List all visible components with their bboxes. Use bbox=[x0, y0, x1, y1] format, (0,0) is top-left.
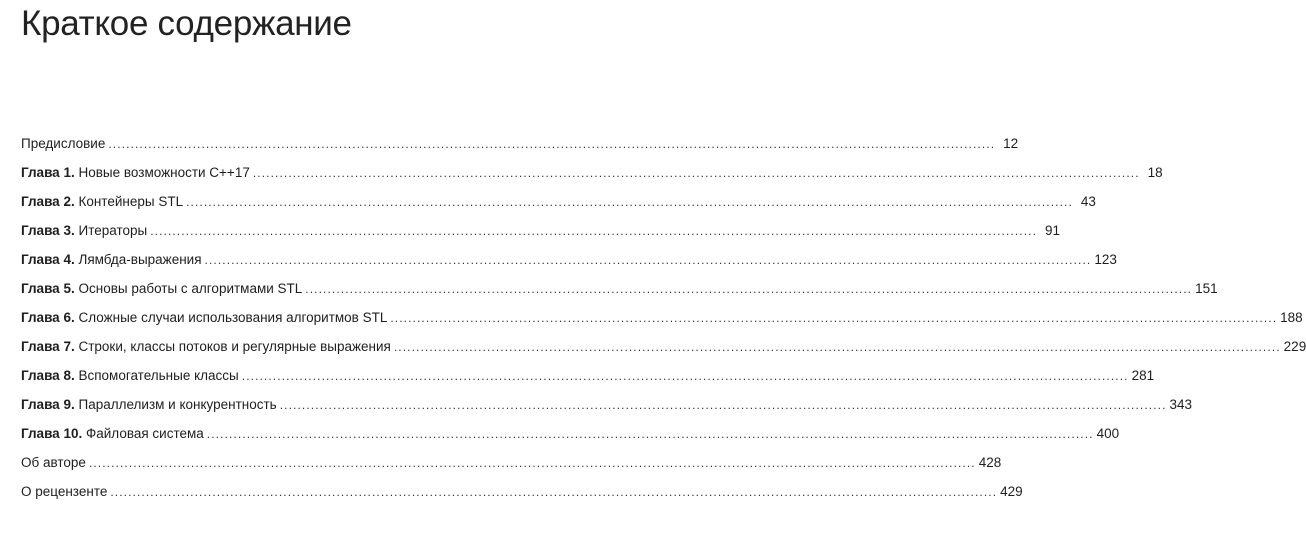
toc-page-number: 429 bbox=[1000, 484, 1023, 499]
toc-entry-label bbox=[21, 245, 202, 274]
chapter-number: Глава 2. bbox=[21, 194, 75, 209]
toc-entry[interactable] bbox=[21, 419, 1120, 448]
toc-entry-label bbox=[21, 448, 86, 477]
toc-entry[interactable] bbox=[21, 332, 1306, 361]
toc-entry-label bbox=[21, 216, 147, 245]
toc-leader-dots: ........................................................................................................................................................................................................ bbox=[150, 224, 1037, 238]
chapter-number: Глава 8. bbox=[21, 368, 75, 383]
toc-entry[interactable] bbox=[21, 245, 1117, 274]
toc-entry-label bbox=[21, 390, 277, 419]
toc-entry-title: Файловая система bbox=[85, 426, 204, 441]
toc-entry[interactable] bbox=[21, 129, 1019, 158]
toc-entry-title: Строки, классы потоков и регулярные выражения bbox=[78, 339, 391, 354]
toc-entry-label bbox=[21, 158, 250, 187]
chapter-number: Глава 3. bbox=[21, 223, 75, 238]
page-title: Краткое содержание bbox=[21, 4, 352, 43]
toc-entry-label bbox=[21, 361, 239, 390]
toc-page-number: 188 bbox=[1280, 310, 1303, 325]
chapter-number: Глава 10. bbox=[21, 426, 83, 441]
toc-leader-dots: ........................................................................................................................................................................................................ bbox=[390, 311, 1278, 325]
table-of-contents bbox=[21, 129, 1306, 506]
toc-page-number: 151 bbox=[1195, 281, 1218, 296]
toc-entry[interactable] bbox=[21, 303, 1303, 332]
toc-entry[interactable] bbox=[21, 477, 1023, 506]
toc-entry-title: Вспомогательные классы bbox=[78, 368, 239, 383]
toc-entry-title: Основы работы с алгоритмами STL bbox=[78, 281, 303, 296]
toc-entry[interactable] bbox=[21, 158, 1163, 187]
toc-leader-dots: ........................................................................................................................................................................................................ bbox=[110, 485, 998, 499]
toc-page-number: 281 bbox=[1131, 368, 1155, 383]
chapter-number: Глава 5. bbox=[21, 281, 75, 296]
toc-leader-dots: ........................................................................................................................................................................................................ bbox=[204, 253, 1092, 267]
toc-entry[interactable] bbox=[21, 216, 1060, 245]
toc-entry-title: Предисловие bbox=[21, 136, 106, 151]
toc-entry-title: Новые возможности C++17 bbox=[78, 165, 250, 180]
toc-entry-label bbox=[21, 129, 105, 158]
toc-leader-dots: ........................................................................................................................................................................................................ bbox=[88, 456, 976, 470]
toc-page-number: 12 bbox=[1003, 136, 1019, 151]
chapter-number: Глава 9. bbox=[21, 397, 75, 412]
toc-entry-label bbox=[21, 274, 302, 303]
toc-entry[interactable] bbox=[21, 390, 1193, 419]
toc-entry-title: Лямбда-выражения bbox=[78, 252, 202, 267]
toc-page-number: 343 bbox=[1169, 397, 1193, 412]
toc-leader-dots: ........................................................................................................................................................................................................ bbox=[241, 369, 1129, 383]
chapter-number: Глава 1. bbox=[21, 165, 75, 180]
toc-entry-label bbox=[21, 303, 387, 332]
toc-entry-title: О рецензенте bbox=[21, 484, 108, 499]
chapter-number: Глава 7. bbox=[21, 339, 75, 354]
toc-entry-title: Контейнеры STL bbox=[78, 194, 184, 209]
toc-page-number: 428 bbox=[978, 455, 1002, 470]
toc-page-number: 43 bbox=[1080, 194, 1096, 209]
toc-page-number: 229 bbox=[1283, 339, 1306, 354]
toc-entry-title: Об авторе bbox=[21, 455, 86, 470]
toc-entry-label bbox=[21, 419, 204, 448]
toc-entry-label bbox=[21, 187, 183, 216]
toc-leader-dots: ........................................................................................................................................................................................................ bbox=[393, 340, 1281, 354]
toc-entry-title: Параллелизм и конкурентность bbox=[78, 397, 277, 412]
toc-entry-title: Сложные случаи использования алгоритмов STL bbox=[78, 310, 388, 325]
toc-leader-dots: ........................................................................................................................................................................................................ bbox=[305, 282, 1193, 296]
toc-entry[interactable] bbox=[21, 448, 1002, 477]
toc-page-number: 18 bbox=[1147, 165, 1163, 180]
toc-leader-dots: ........................................................................................................................................................................................................ bbox=[206, 427, 1094, 441]
toc-page-number: 123 bbox=[1094, 252, 1117, 267]
toc-entry[interactable] bbox=[21, 274, 1218, 303]
toc-entry-label bbox=[21, 332, 391, 361]
toc-leader-dots: ........................................................................................................................................................................................................ bbox=[108, 137, 996, 151]
toc-page-number: 91 bbox=[1044, 223, 1060, 238]
chapter-number: Глава 6. bbox=[21, 310, 75, 325]
toc-entry-label bbox=[21, 477, 107, 506]
chapter-number: Глава 4. bbox=[21, 252, 75, 267]
toc-leader-dots: ........................................................................................................................................................................................................ bbox=[279, 398, 1167, 412]
toc-entry[interactable] bbox=[21, 187, 1096, 216]
toc-leader-dots: ........................................................................................................................................................................................................ bbox=[186, 195, 1073, 209]
toc-entry-title: Итераторы bbox=[78, 223, 148, 238]
toc-page-number: 400 bbox=[1096, 426, 1120, 441]
toc-leader-dots: ........................................................................................................................................................................................................ bbox=[252, 166, 1140, 180]
toc-entry[interactable] bbox=[21, 361, 1155, 390]
